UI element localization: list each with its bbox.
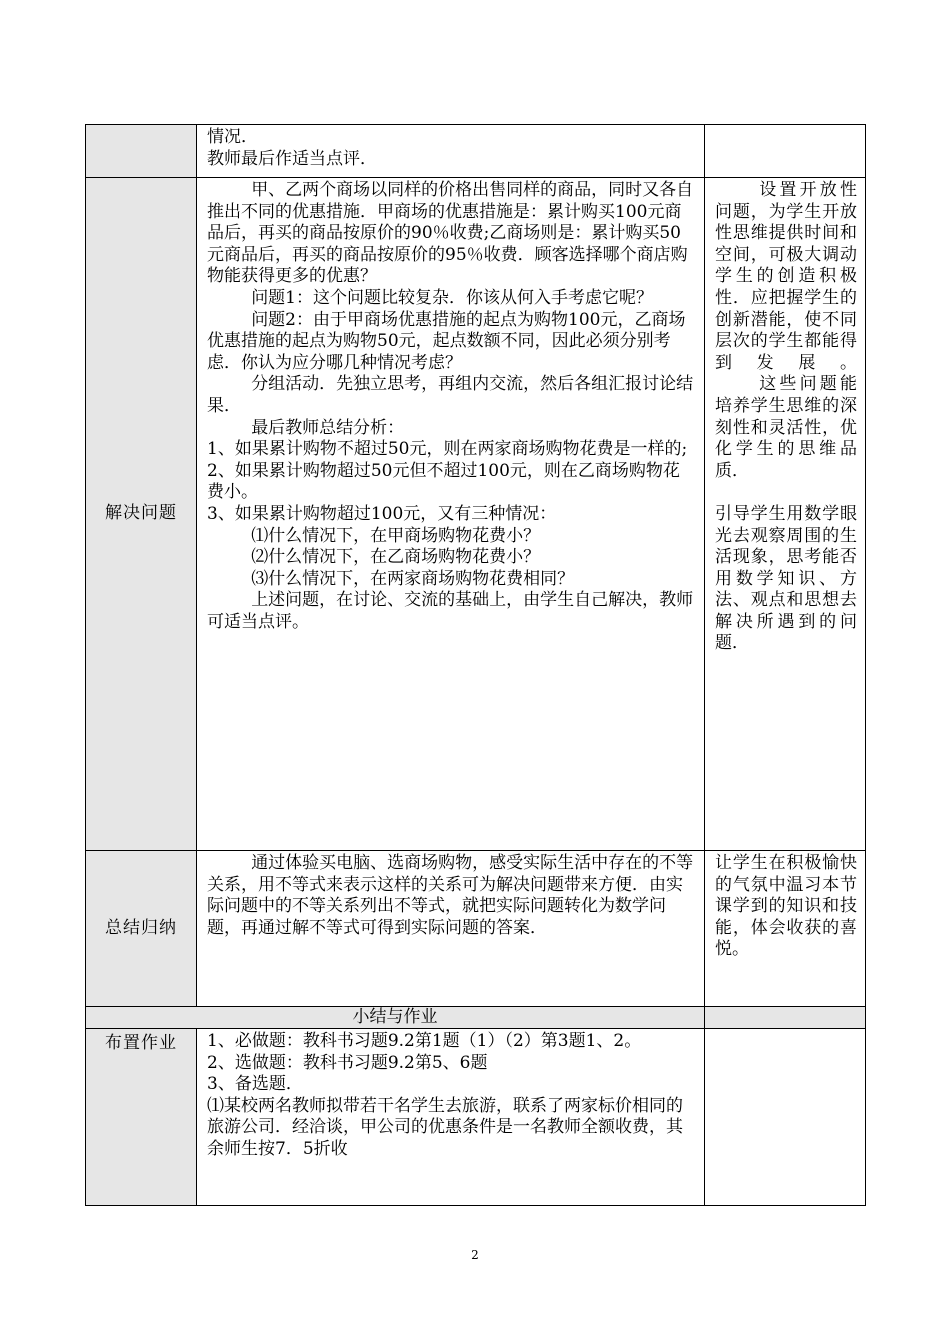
homework-item-2: 2、选做题：教科书习题9.2第5、6题 <box>207 1052 488 1073</box>
page-number: 2 <box>471 1248 479 1262</box>
row-label-empty <box>86 125 197 178</box>
table-row-homework <box>86 1029 866 1206</box>
solve-note-p4: 解决所遇到的问题． <box>715 611 857 654</box>
solve-case-3a: ⑴什么情况下，在甲商场购物花费小？ <box>251 525 541 546</box>
homework-content <box>197 1029 705 1206</box>
homework-note <box>705 1029 866 1206</box>
solve-case-1: 1、如果累计购物不超过50元，则在两家商场购物花费是一样的; <box>207 439 688 460</box>
table-row-summary <box>86 851 866 1007</box>
solve-case-3: 3、如果累计购物超过100元，又有三种情况： <box>207 503 557 524</box>
table-row-continued <box>86 125 866 178</box>
summary-text: 通过体验买电脑、选商场购物，感受实际生活中存在的不等关系，用不等式来表示这样的关系可为解决问题带来方便．由实际问题中的不等关系列出不等式，就把实际问题转化为数学问题，再通过解不等式可得到实际问题的答案． <box>207 853 694 938</box>
solve-case-3c: ⑶什么情况下，在两家商场购物花费相同？ <box>251 568 575 589</box>
solve-summary-intro: 最后教师总结分析： <box>251 417 405 438</box>
continued-line-2: 教师最后作适当点评． <box>207 148 377 169</box>
solve-note-p2: 这些问题能培养学生思维的深刻性和灵活性，优化学生的思维品质． <box>715 374 857 481</box>
solve-question-1: 问题1：这个问题比较复杂．你该从何入手考虑它呢？ <box>251 287 654 308</box>
summary-note-text: 让学生在积极愉快的气氛中温习本节课学到的知识和技能，体会收获的喜悦。 <box>715 853 857 960</box>
section-title: 小结与作业 <box>86 1007 705 1029</box>
table-row-section <box>86 1007 866 1029</box>
continued-content <box>197 125 705 178</box>
continued-note <box>705 125 866 178</box>
summary-content <box>197 851 705 1007</box>
solve-note-p3: 引导学生用数学眼光去观察周围的生活现象，思考能否用数学知识、方法、观点和思想去 <box>715 503 857 611</box>
table-row-solve <box>86 178 866 851</box>
homework-item-1: 1、必做题：教科书习题9.2第1题（1）（2）第3题1、2。 <box>207 1031 642 1051</box>
row-label-homework: 布置作业 <box>86 1029 197 1206</box>
solve-case-2: 2、如果累计购物超过50元但不超过100元，则在乙商场购物花费小。 <box>207 460 680 503</box>
solve-note-p1: 设置开放性问题，为学生开放性思维提供时间和空间，可极大调动学生的创造积极性．应把握学生的创新潜能，使不同层次的学生都能得到发展。 <box>715 180 857 373</box>
row-label-summary: 总结归纳 <box>86 851 197 1007</box>
solve-content <box>197 178 705 851</box>
solve-group-activity: 分组活动．先独立思考，再组内交流，然后各组汇报讨论结果． <box>207 374 694 416</box>
section-title-blank <box>705 1007 866 1029</box>
note-spacer <box>715 482 857 504</box>
solve-intro: 甲、乙两个商场以同样的价格出售同样的商品，同时又各自推出不同的优惠措施．甲商场的优惠措施是：累计购买100元商品后，再买的商品按原价的90％收费;乙商场则是：累计购买50元商品后，再买的商品按原价的95％收费．顾客选择哪个商店购物能获得更多的优惠？ <box>207 180 694 287</box>
lesson-plan-table <box>85 124 866 1206</box>
homework-item-3a: ⑴某校两名教师拟带若干名学生去旅游，联系了两家标价相同的旅游公司．经洽谈，甲公司的优惠条件是一名教师全额收费，其余师生按7．5折收 <box>207 1095 683 1159</box>
summary-note <box>705 851 866 1007</box>
continued-line-1: 情况． <box>207 127 258 147</box>
solve-case-3b: ⑵什么情况下，在乙商场购物花费小？ <box>251 547 541 568</box>
solve-question-2: 问题2：由于甲商场优惠措施的起点为购物100元，乙商场优惠措施的起点为购物50元，起点数额不同，因此必须分别考虑．你认为应分哪几种情况考虑？ <box>207 309 686 373</box>
solve-note <box>705 178 866 851</box>
row-label-solve: 解决问题 <box>86 178 197 851</box>
homework-item-3: 3、备选题． <box>207 1074 303 1095</box>
solve-closing: 上述问题，在讨论、交流的基础上，由学生自己解决，教师可适当点评。 <box>207 590 694 632</box>
